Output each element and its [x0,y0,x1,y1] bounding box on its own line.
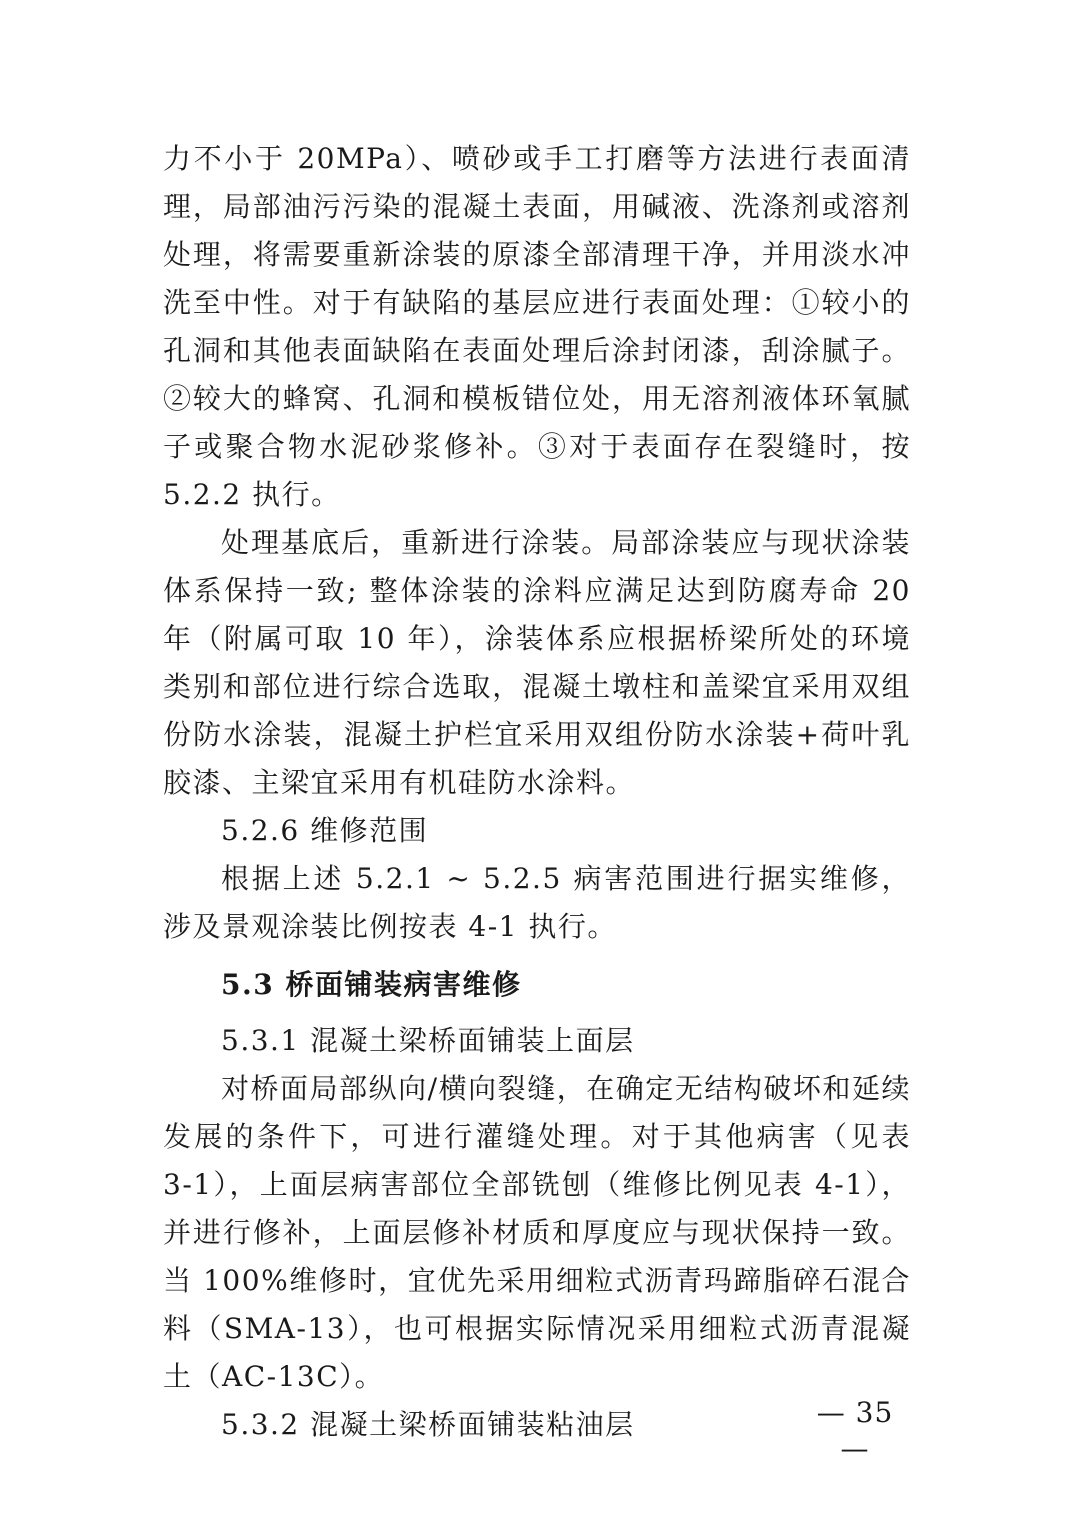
section-heading-5-3: 5.3 桥面铺装病害维修 [221,968,522,1001]
paragraph-surface-cleaning: 力不小于 20MPa）、喷砂或手工打磨等方法进行表面清理，局部油污污染的混凝土表面，用碱液、洗涤剂或溶剂处理，将需要重新涂装的原漆全部清理干净，并用淡水冲洗至中性。对于有缺陷的基层应进行表面处理：①较小的孔洞和其他表面缺陷在表面处理后涂封闭漆，刮涂腻子。②较大的蜂窝、孔洞和模板错位处，用无溶剂液体环氧腻子或聚合物水泥砂浆修补。③对于表面存在裂缝时，按 5.2.2 执行。 [163,142,911,511]
section-heading-5-3-1: 5.3.1 混凝土梁桥面铺装上面层 [221,1024,635,1057]
paragraph-repair-scope: 根据上述 5.2.1 ~ 5.2.5 病害范围进行据实维修，涉及景观涂装比例按表 4-1 执行。 [163,862,911,943]
spacer [163,951,911,957]
paragraph-upper-layer-repair: 对桥面局部纵向/横向裂缝，在确定无结构破坏和延续发展的条件下，可进行灌缝处理。对于其他病害（见表 3-1），上面层病害部位全部铣刨（维修比例见表 4-1），并进行修补，上面层修补材质和厚度应与现状保持一致。当 100%维修时，宜优先采用细粒式沥青玛蹄脂碎石混合料（SMA-13），也可根据实际情况采用细粒式沥青混凝土（AC-13C）。 [163,1072,911,1393]
document-body [163,135,911,1449]
paragraph-recoating: 处理基底后，重新进行涂装。局部涂装应与现状涂装体系保持一致; 整体涂装的涂料应满足达到防腐寿命 20 年（附属可取 10 年），涂装体系应根据桥梁所处的环境类别和部位进行综合选取，混凝土墩柱和盖梁宜采用双组份防水涂装，混凝土护栏宜采用双组份防水涂装+荷叶乳胶漆、主梁宜采用有机硅防水涂料。 [163,526,911,799]
section-heading-5-3-2: 5.3.2 混凝土梁桥面铺装粘油层 [221,1408,635,1441]
page-number: — 35 — [816,1396,894,1465]
section-heading-5-2-6: 5.2.6 维修范围 [221,814,429,847]
